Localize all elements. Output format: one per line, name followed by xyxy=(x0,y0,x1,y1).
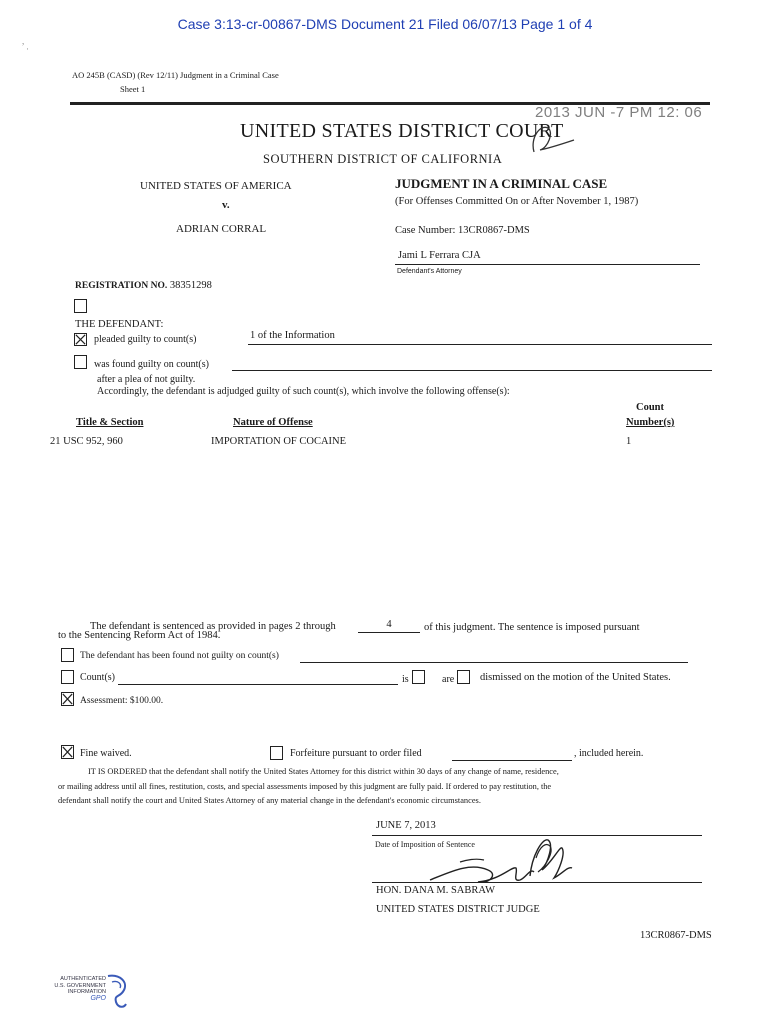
pleaded-guilty-value: 1 of the Information xyxy=(250,330,335,341)
footer-case-ref: 13CR0867-DMS xyxy=(640,930,712,941)
gpo-mark: GPO xyxy=(90,994,106,1002)
signature-rule xyxy=(372,882,702,883)
sentence-pages-value: 4 xyxy=(386,619,392,630)
imposition-date: JUNE 7, 2013 xyxy=(376,820,436,831)
court-name: UNITED STATES DISTRICT COURT xyxy=(240,120,564,142)
fine-waived-checkbox xyxy=(61,745,74,759)
offense-nature-cell: IMPORTATION OF COCAINE xyxy=(211,436,347,447)
forfeiture-rule xyxy=(452,760,572,761)
fine-waived-label: Fine waived. xyxy=(80,748,132,759)
filed-stamp: 2013 JUN -7 PM 12: 06 xyxy=(535,104,703,121)
not-guilty-checkbox xyxy=(61,648,74,662)
form-sheet: Sheet 1 xyxy=(120,84,146,94)
case-number-value: 13CR0867-DMS xyxy=(458,225,530,236)
sentence-line1-end: of this judgment. The sentence is imposed pursuant xyxy=(424,622,640,633)
attorney-rule xyxy=(395,264,700,265)
after-plea-text: after a plea of not guilty. xyxy=(97,374,196,385)
offense-title-cell: 21 USC 952, 960 xyxy=(50,436,123,447)
counts-checkbox xyxy=(61,670,74,684)
registration-row xyxy=(75,280,212,291)
case-header-line: Case 3:13-cr-00867-DMS Document 21 Filed 06/07/13 Page 1 of 4 xyxy=(177,16,593,32)
col-count-line2: Number(s) xyxy=(626,417,675,428)
gpo-line2: U.S. GOVERNMENT xyxy=(54,982,106,989)
are-label: are xyxy=(442,674,455,685)
ordered-line2: or mailing address until all fines, restitution, costs, and special assessments imposed by this judgment are fully paid. If ordered to pay restitution, the xyxy=(58,782,552,791)
forfeiture-suffix: , included herein. xyxy=(574,748,644,759)
gpo-authentication-text xyxy=(44,976,106,1002)
forfeiture-checkbox xyxy=(270,746,283,760)
assessment-text: Assessment: $100.00. xyxy=(80,696,164,706)
versus: v. xyxy=(222,199,230,211)
pleaded-guilty-label: pleaded guilty to count(s) xyxy=(94,334,197,345)
registration-number: 38351298 xyxy=(169,280,212,291)
form-id: AO 245B (CASD) (Rev 12/11) Judgment in a Criminal Case xyxy=(72,70,279,80)
sentence-line1-start: The defendant is sentenced as provided in pages 2 through xyxy=(90,621,336,632)
found-guilty-label: was found guilty on count(s) xyxy=(94,359,209,370)
handwritten-mark xyxy=(528,118,578,162)
defense-attorney-label: Defendant's Attorney xyxy=(397,268,462,275)
scan-mark: · xyxy=(26,44,29,54)
are-checkbox xyxy=(457,670,470,684)
pages-rule xyxy=(358,632,420,633)
not-guilty-rule xyxy=(300,662,688,663)
offense-count-cell: 1 xyxy=(626,436,632,447)
pleaded-guilty-checkbox xyxy=(74,333,87,346)
gpo-line3: INFORMATION xyxy=(67,989,106,995)
court-district: SOUTHERN DISTRICT OF CALIFORNIA xyxy=(263,152,503,166)
plaintiff-name: UNITED STATES OF AMERICA xyxy=(140,180,292,192)
defendant-heading: THE DEFENDANT: xyxy=(75,319,164,330)
ordered-line3: defendant shall notify the court and United States Attorney of any material change in the defendant's economic circumstances. xyxy=(58,796,481,805)
imposition-date-label: Date of Imposition of Sentence xyxy=(375,840,475,849)
counts-label: Count(s) xyxy=(80,672,115,683)
found-guilty-rule xyxy=(232,370,712,371)
forfeiture-label: Forfeiture pursuant to order filed xyxy=(290,748,422,759)
document-title: JUDGMENT IN A CRIMINAL CASE xyxy=(395,176,608,191)
sentence-line2: to the Sentencing Reform Act of 1984. xyxy=(58,630,221,641)
found-guilty-checkbox xyxy=(74,355,87,369)
case-number-row xyxy=(395,225,530,236)
col-title-section: Title & Section xyxy=(76,417,144,428)
col-count-line1: Count xyxy=(636,402,665,413)
assessment-checkbox xyxy=(61,692,74,706)
scan-mark: , xyxy=(22,36,25,46)
ordered-line1: IT IS ORDERED that the defendant shall notify the United States Attorney for this district within 30 days of any change of name, residence, xyxy=(88,767,559,776)
defendant-name: ADRIAN CORRAL xyxy=(176,223,267,235)
is-label: is xyxy=(402,674,409,685)
accordingly-text: Accordingly, the defendant is adjudged guilty of such count(s), which involve the following offense(s): xyxy=(97,386,510,397)
unlabeled-checkbox xyxy=(74,299,87,313)
registration-label: REGISTRATION NO. xyxy=(75,281,168,291)
document-subtitle: (For Offenses Committed On or After November 1, 1987) xyxy=(395,196,639,207)
is-checkbox xyxy=(412,670,425,684)
pleaded-rule xyxy=(248,344,712,345)
dismissed-label: dismissed on the motion of the United States. xyxy=(480,672,671,683)
counts-rule xyxy=(118,684,398,685)
col-nature-offense: Nature of Offense xyxy=(233,417,313,428)
not-guilty-label: The defendant has been found not guilty on count(s) xyxy=(80,651,279,661)
defense-attorney-name: Jami L Ferrara CJA xyxy=(398,250,481,261)
judge-title: UNITED STATES DISTRICT JUDGE xyxy=(376,904,540,915)
judge-name: HON. DANA M. SABRAW xyxy=(376,885,496,896)
gpo-eagle-logo xyxy=(104,972,132,1012)
case-number-label: Case Number: xyxy=(395,225,456,236)
gpo-line1: AUTHENTICATED xyxy=(60,976,106,982)
